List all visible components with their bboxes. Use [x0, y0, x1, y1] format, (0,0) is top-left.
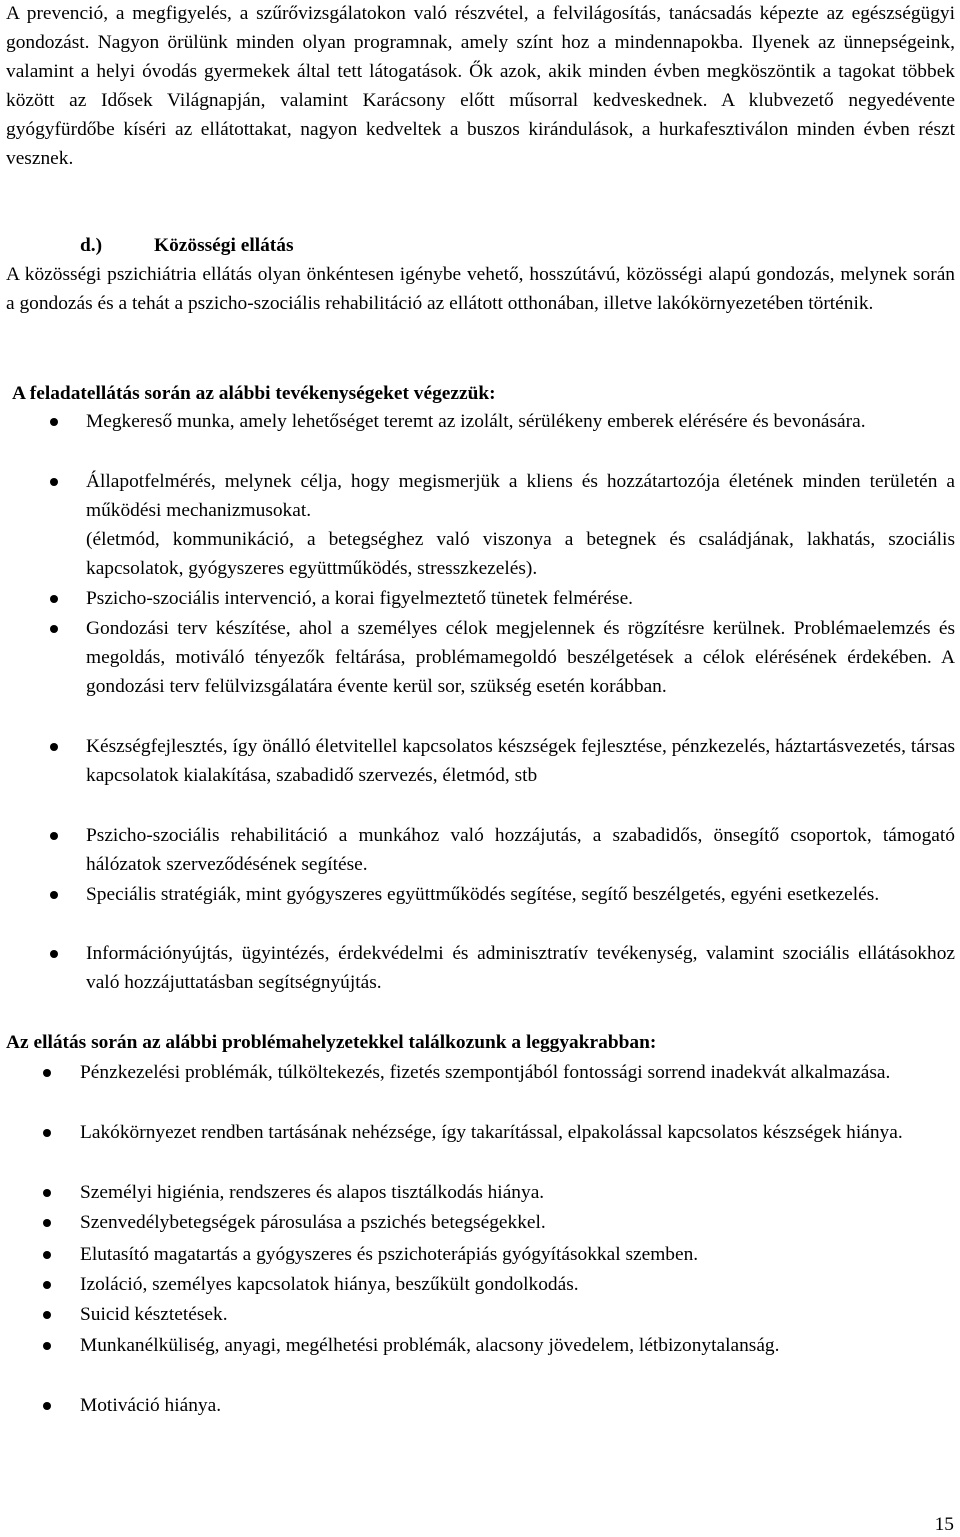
- bullet-icon: [43, 1281, 51, 1289]
- list-item: [86, 939, 955, 997]
- problems-heading: Az ellátás során az alábbi problémahelyzetekkel találkozunk a leggyakrabban:: [6, 1032, 657, 1053]
- list-item-text: Személyi higiénia, rendszeres és alapos tisztálkodás hiánya.: [80, 1182, 545, 1203]
- list-item-text: Gondozási terv készítése, ahol a személyes célok megjelennek és rögzítésre kerülnek. Problémaelemzés és megoldás, motiváló tényezők feltárása, problémamegoldó beszélgetések a célok elérésének érdekében. A gondozási terv felülvizsgálatára évente kerül sor, szükség esetén korábban.: [86, 618, 955, 697]
- bullet-icon: [50, 950, 58, 958]
- list-item-text: Suicid késztetések.: [80, 1304, 228, 1325]
- bullet-icon: [50, 891, 58, 899]
- list-item-text: Motiváció hiánya.: [80, 1395, 222, 1416]
- bullet-icon: [50, 595, 58, 603]
- list-item: [80, 1331, 955, 1360]
- list-item: [80, 1118, 955, 1147]
- list-item: [86, 407, 955, 436]
- bullet-icon: [43, 1311, 51, 1319]
- bullet-icon: [50, 743, 58, 751]
- list-item-text: Speciális stratégiák, mint gyógyszeres együttműködés segítése, segítő beszélgetés, egyéni esetkezelés.: [86, 884, 880, 905]
- bullet-icon: [50, 478, 58, 486]
- list-item: [80, 1300, 955, 1329]
- list-item-note: (életmód, kommunikáció, a betegséghez való viszonya a betegnek és családjának, lakhatás, szociális kapcsolatok, gyógyszeres együttműködés, stresszkezelés).: [86, 529, 955, 579]
- list-item: [80, 1240, 955, 1269]
- list-item-text: Izoláció, személyes kapcsolatok hiánya, beszűkült gondolkodás.: [80, 1274, 579, 1295]
- list-item: [80, 1270, 955, 1299]
- tasks-heading: A feladatellátás során az alábbi tevékenységeket végezzük:: [12, 383, 496, 404]
- bullet-icon: [43, 1189, 51, 1197]
- bullet-icon: [43, 1251, 51, 1259]
- section-number: d.): [80, 235, 103, 256]
- list-item-text: Szenvedélybetegségek párosulása a pszichés betegségekkel.: [80, 1212, 546, 1233]
- bullet-icon: [43, 1342, 51, 1350]
- list-item-text: Pszicho-szociális intervenció, a korai figyelmeztető tünetek felmérése.: [86, 588, 634, 609]
- list-item: [86, 614, 955, 701]
- list-item-text: Információnyújtás, ügyintézés, érdekvédelmi és adminisztratív tevékenység, valamint szociális ellátásokhoz való hozzájuttatásban segítségnyújtás.: [86, 943, 955, 993]
- bullet-icon: [43, 1129, 51, 1137]
- bullet-icon: [43, 1219, 51, 1227]
- list-item: [86, 467, 955, 583]
- list-item-text: Pszicho-szociális rehabilitáció a munkához való hozzájutás, a szabadidős, önsegítő csoportok, támogató hálózatok szerveződésének segítése.: [86, 825, 955, 875]
- section-heading: [80, 231, 293, 260]
- list-item: [80, 1391, 955, 1420]
- bullet-icon: [43, 1069, 51, 1077]
- list-item-text: Munkanélküliség, anyagi, megélhetési problémák, alacsony jövedelem, létbizonytalanság.: [80, 1335, 780, 1356]
- list-item-text: Lakókörnyezet rendben tartásának nehézsége, így takarítással, elpakolással kapcsolatos készségek hiánya.: [80, 1122, 903, 1143]
- bullet-icon: [43, 1402, 51, 1410]
- list-item: [80, 1178, 955, 1207]
- bullet-icon: [50, 625, 58, 633]
- list-item: [86, 821, 955, 879]
- list-item: [86, 584, 955, 613]
- list-item: [86, 880, 955, 909]
- list-item-text: Pénzkezelési problémák, túlköltekezés, fizetés szempontjából fontossági sorrend inadekvát alkalmazása.: [80, 1062, 891, 1083]
- list-item-text: Megkereső munka, amely lehetőséget teremt az izolált, sérülékeny emberek elérésére és bevonására.: [86, 411, 866, 432]
- list-item: [80, 1208, 955, 1237]
- list-item-text: Állapotfelmérés, melynek célja, hogy megismerjük a kliens és hozzátartozója életének minden területén a működési mechanizmusokat.: [86, 471, 955, 521]
- community-care-paragraph: A közösségi pszichiátria ellátás olyan önkéntesen igénybe vehető, hosszútávú, közösségi alapú gondozás, melynek során a gondozás és a tehát a pszicho-szociális rehabilitáció az ellátott otthonában, illetve lakókörnyezetében történik.: [6, 264, 955, 314]
- list-item-text: Készségfejlesztés, így önálló életvitellel kapcsolatos készségek fejlesztése, pénzkezelés, háztartásvezetés, társas kapcsolatok kialakítása, szabadidő szervezés, életmód, stb: [86, 736, 955, 786]
- list-item: [86, 732, 955, 790]
- list-item: [80, 1058, 955, 1087]
- list-item-text: Elutasító magatartás a gyógyszeres és pszichoterápiás gyógyításokkal szemben.: [80, 1244, 699, 1265]
- bullet-icon: [50, 832, 58, 840]
- bullet-icon: [50, 418, 58, 426]
- intro-paragraph: A prevenció, a megfigyelés, a szűrővizsgálatokon való részvétel, a felvilágosítás, tanácsadás képezte az egészségügyi gondozást. Nagyon örülünk minden olyan programnak, amely színt hoz a mindennapokba. Ilyenek az ünnepségeink, valamint a helyi óvodás gyermekek által tett látogatások. Ők azok, akik minden évben megköszöntik a tagokat többek között az Idősek Világnapján, valamint Karácsony előtt műsorral kedveskednek. A klubvezető negyedévente gyógyfürdőbe kíséri az ellátottakat, nagyon kedveltek a buszos kirándulások, a hurkafesztiválon minden évben részt vesznek.: [6, 3, 955, 169]
- page-number: 15: [934, 1514, 954, 1535]
- section-title: Közösségi ellátás: [154, 235, 294, 256]
